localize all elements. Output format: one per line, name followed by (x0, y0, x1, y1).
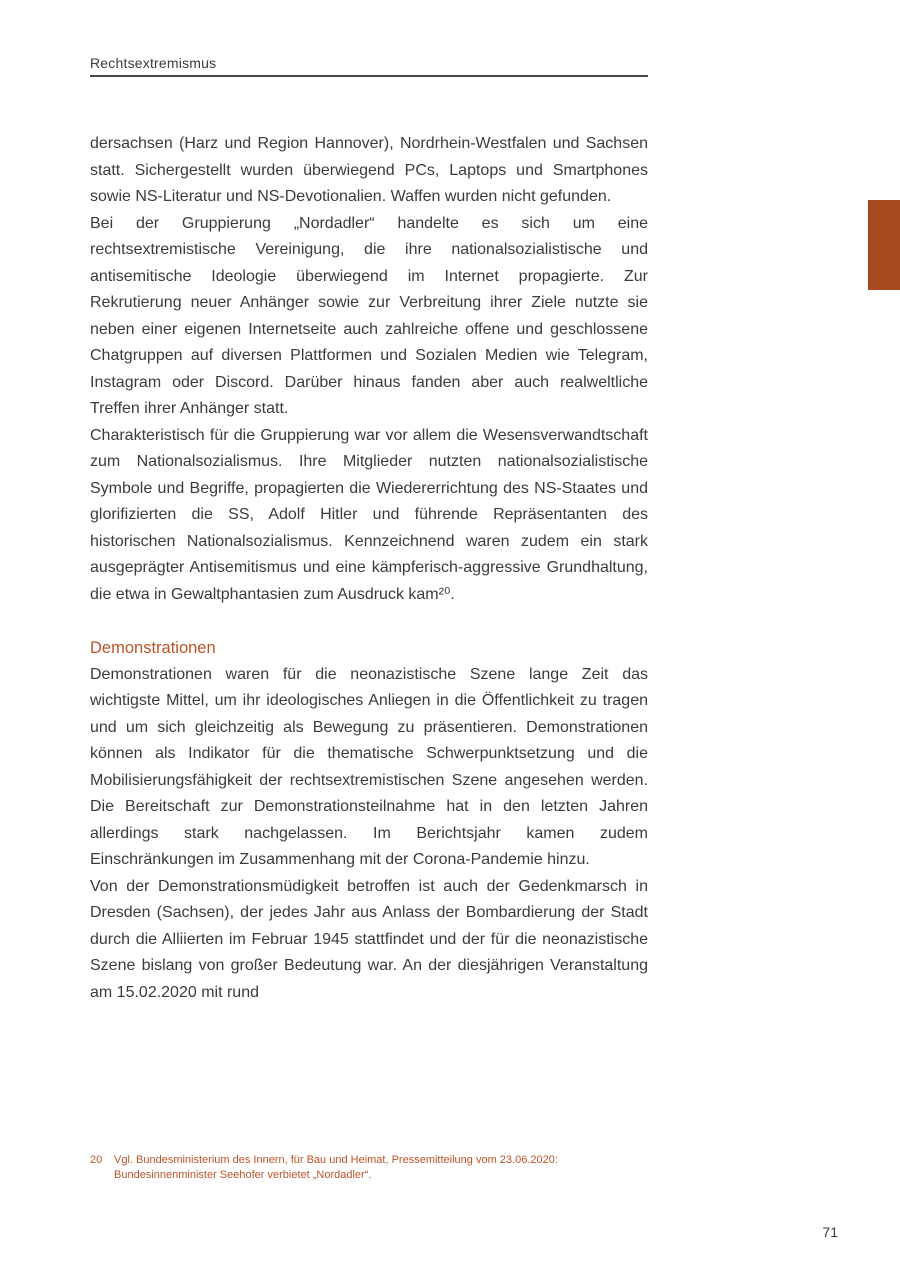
header-rule (90, 75, 648, 77)
chapter-tab-marker (868, 200, 900, 290)
body-text-column (90, 131, 648, 1006)
footnote-number: 20 (90, 1154, 103, 1166)
page-number: 71 (822, 1224, 838, 1240)
footnote (90, 1153, 652, 1182)
footnote-text: Vgl. Bundesministerium des Innern, für Bau und Heimat, Pressemitteilung vom 23.06.2020: Bundesinnenminister Seehofer verbietet „Nordadler“. (114, 1154, 558, 1181)
section-heading-demonstrationen: Demonstrationen (90, 639, 216, 657)
paragraph: Bei der Gruppierung „Nordadler“ handelte es sich um eine rechtsextremistische Vereinigung, die ihre nationalsozialistische und antisemitische Ideologie überwiegend im Internet propagierte. Zur Rekrutierung neuer Anhänger sowie zur Verbreitung ihrer Ziele nutzte sie neben einer eigenen Internetseite auch zahlreiche offene und geschlossene Chatgruppen auf diversen Plattformen und Sozialen Medien wie Telegram, Instagram oder Discord. Darüber hinaus fanden aber auch realweltliche Treffen ihrer Anhänger statt. (90, 214, 648, 417)
paragraph: Von der Demonstrationsmüdigkeit betroffen ist auch der Gedenkmarsch in Dresden (Sachsen), der jedes Jahr aus Anlass der Bombardierung der Stadt durch die Alliierten im Februar 1945 stattfindet und der für die neonazistische Szene bislang von großer Bedeutung war. An der diesjährigen Veranstaltung am 15.02.2020 mit rund (90, 877, 648, 1001)
paragraph: Demonstrationen waren für die neonazistische Szene lange Zeit das wichtigste Mittel, um ihr ideologisches Anliegen in die Öffentlichkeit zu tragen und um sich gleichzeitig als Bewegung zu präsentieren. Demonstrationen können als Indikator für die thematische Schwerpunktsetzung und die Mobilisierungsfähigkeit der rechtsextremistischen Szene angesehen werden. Die Bereitschaft zur Demonstrationsteilnahme hat in den letzten Jahren allerdings stark nachgelassen. Im Berichtsjahr kamen zudem Einschränkungen im Zusammenhang mit der Corona-Pandemie hinzu. (90, 665, 648, 868)
paragraph: dersachsen (Harz und Region Hannover), Nordrhein-Westfalen und Sachsen statt. Sichergestellt wurden überwiegend PCs, Laptops und Smartphones sowie NS-Literatur und NS-Devotionalien. Waffen wurden nicht gefunden. (90, 135, 648, 205)
running-header: Rechtsextremismus (90, 55, 217, 71)
paragraph: Charakteristisch für die Gruppierung war vor allem die Wesensverwandtschaft zum Nationalsozialismus. Ihre Mitglieder nutzten nationalsozialistische Symbole und Begriffe, propagierten die Wiedererrichtung des NS-Staates und glorifizierten die SS, Adolf Hitler und führende Repräsentanten des historischen Nationalsozialismus. Kennzeichnend waren zudem ein stark ausgeprägter Antisemitismus und eine kämpferisch-aggressive Grundhaltung, die etwa in Gewaltphantasien zum Ausdruck kam²⁰. (90, 426, 648, 603)
